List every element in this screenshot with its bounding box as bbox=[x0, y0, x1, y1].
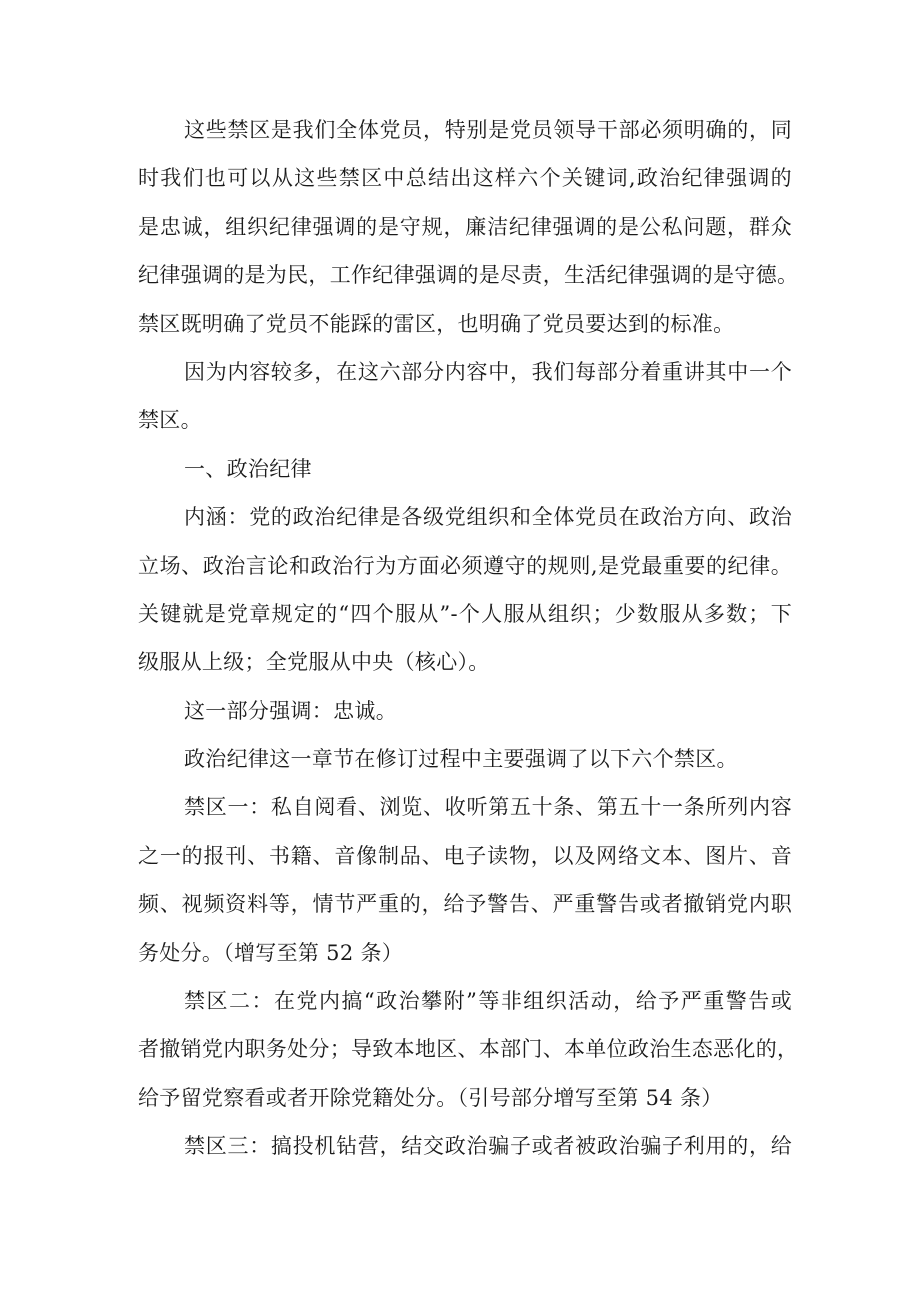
text-line: 因为内容较多，在这六部分内容中，我们每部分着重讲其中一个 bbox=[184, 359, 792, 384]
text-line: 这一部分强调：忠诚。 bbox=[184, 698, 397, 723]
text-line: 禁区二：在党内搞“政治攀附”等非组织活动，给予严重警告或 bbox=[184, 989, 792, 1014]
text-line: 禁区一：私自阅看、浏览、收听第五十条、第五十一条所列内容 bbox=[184, 795, 792, 820]
text-line: 时我们也可以从这些禁区中总结出这样六个关键词,政治纪律强调的 bbox=[138, 166, 792, 191]
text-line: 纪律强调的是为民，工作纪律强调的是尽责，生活纪律强调的是守德。 bbox=[138, 263, 799, 288]
text-line: 这些禁区是我们全体党员，特别是党员领导干部必须明确的，同 bbox=[184, 118, 792, 142]
text-line: 之一的报刊、书籍、音像制品、电子读物，以及网络文本、图片、音 bbox=[138, 843, 792, 868]
text-line: 给予留党察看或者开除党籍处分。（引号部分增写至第 54 条） bbox=[138, 1085, 723, 1110]
text-line: 禁区。 bbox=[138, 408, 202, 433]
text-line: 务处分。（增写至第 52 条） bbox=[138, 940, 404, 965]
text-line: 禁区既明确了党员不能踩的雷区，也明确了党员要达到的标准。 bbox=[138, 311, 735, 336]
section-heading: 一、政治纪律 bbox=[184, 456, 312, 481]
text-line: 频、视频资料等，情节严重的，给予警告、严重警告或者撤销党内职 bbox=[138, 892, 792, 917]
text-line: 关键就是党章规定的“四个服从”-个人服从组织；少数服从多数；下 bbox=[138, 601, 792, 626]
text-line: 禁区三：搞投机钻营，结交政治骗子或者被政治骗子利用的，给 bbox=[184, 1134, 792, 1159]
text-line: 是忠诚，组织纪律强调的是守规，廉洁纪律强调的是公私问题，群众 bbox=[138, 214, 792, 239]
text-line: 内涵：党的政治纪律是各级党组织和全体党员在政治方向、政治 bbox=[184, 505, 792, 530]
text-line: 级服从上级；全党服从中央（核心）。 bbox=[138, 650, 490, 675]
text-line: 政治纪律这一章节在修订过程中主要强调了以下六个禁区。 bbox=[184, 747, 738, 772]
text-line: 者撤销党内职务处分；导致本地区、本部门、本单位政治生态恶化的， bbox=[138, 1037, 799, 1062]
document-page bbox=[138, 106, 799, 1171]
text-line: 立场、政治言论和政治行为方面必须遵守的规则,是党最重要的纪律。 bbox=[138, 553, 792, 578]
